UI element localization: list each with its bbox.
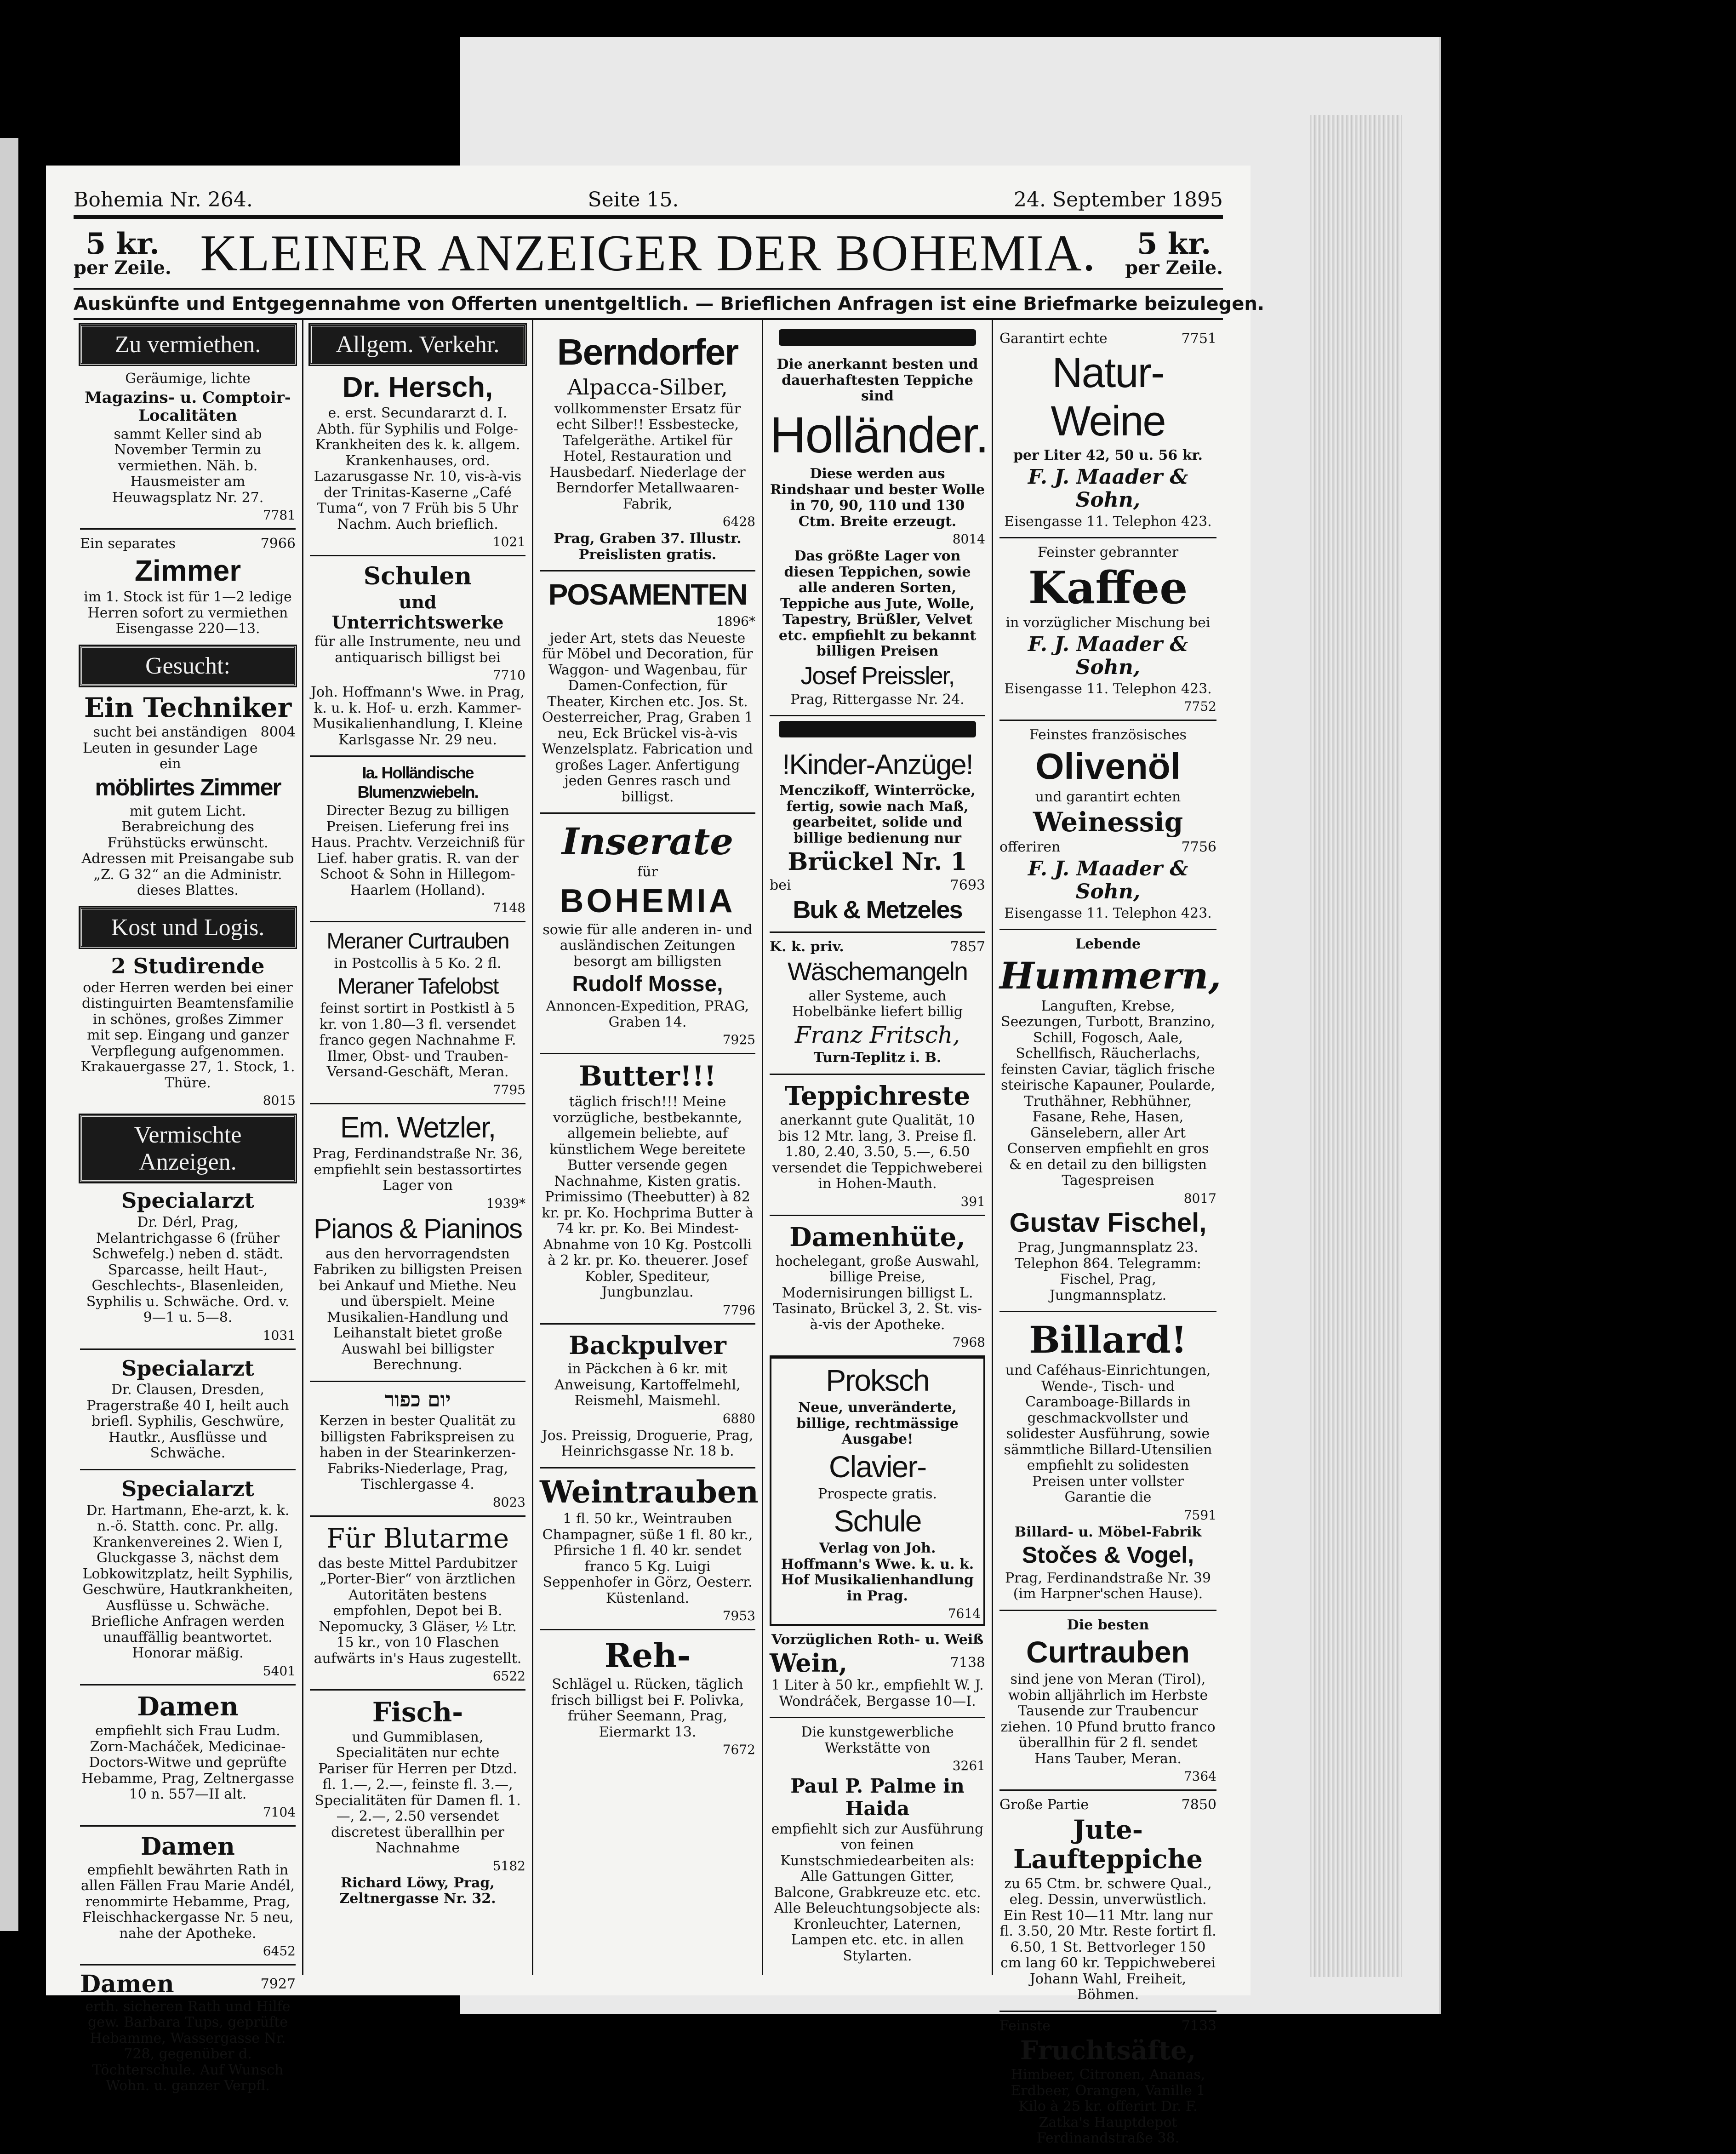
ad-headline: Damen	[137, 1691, 239, 1722]
ad-headline: Inserate	[561, 820, 734, 863]
section-gesucht: Gesucht:	[80, 646, 296, 686]
decorative-rule	[779, 329, 976, 346]
decorative-rule	[779, 721, 976, 737]
ad-text: in vorzüglicher Mischung bei	[1005, 615, 1211, 631]
ad-number: 8017	[1183, 1190, 1216, 1206]
issue-number: Bohemia Nr. 264.	[74, 188, 253, 211]
ad-text: Verlag von Joh. Hoffmann's Wwe. k. u. k. Hof Musikalienhandlung in Prag.	[781, 1540, 974, 1604]
ad-text: für alle Instrumente, neu und antiquarisch billigst bei	[314, 634, 521, 666]
ad-headline: Hummern,	[999, 954, 1222, 997]
ad-headline: Jute-Laufteppiche	[1013, 1814, 1203, 1875]
ad-magazins	[80, 365, 296, 530]
ad-number: 7795	[492, 1082, 525, 1097]
ad-text: feinst sortirt in Postkistl à 5 kr. von 1.80—3 fl. versendet franco gegen Nachnahme F. Ilmer, Obst- und Trauben-Versand-Geschäft, Meran.	[319, 1000, 516, 1080]
newspaper-page	[46, 166, 1265, 2147]
ad-text: Richard Löwy, Prag, Zeltnergasse Nr. 32.	[339, 1874, 496, 1907]
ad-number: 1939*	[486, 1195, 525, 1211]
ad-reh	[540, 1630, 755, 1763]
column-2	[303, 320, 533, 1975]
ad-text: Prospecte gratis.	[817, 1486, 937, 1502]
ad-dr-hersch	[310, 365, 525, 556]
ad-text: empfiehlt sich Frau Ludm. Zorn-Macháček, Medicinae-Doctors-Witwe und geprüfte Hebamme, Prag, Zeltnergasse 10 n. 557—II alt.	[81, 1723, 294, 1803]
ad-number: 1021	[492, 534, 525, 550]
ad-number: 8004	[260, 724, 296, 741]
ad-headline: Meraner Curtrauben	[326, 929, 509, 954]
ad-studirende	[80, 948, 296, 1115]
ad-specialarzt-clausen	[80, 1350, 296, 1470]
ad-text: Feinster gebrannter	[1037, 544, 1179, 561]
page-header	[74, 184, 1223, 219]
price-left	[74, 229, 171, 277]
ad-headline: Clavier-	[828, 1449, 926, 1484]
ad-weintrauben	[540, 1468, 759, 1631]
ad-billard	[999, 1312, 1216, 1611]
ad-headline: Pianos & Pianinos	[314, 1213, 522, 1244]
ad-text: sucht bei anständigen Leuten in gesunder Lage ein	[82, 724, 258, 772]
ad-number: 8015	[263, 1093, 296, 1108]
ad-headline: Franz Fritsch,	[794, 1021, 960, 1048]
ad-headline: Rudolf Mosse,	[572, 972, 723, 997]
ad-text: Lebende	[1075, 936, 1141, 953]
column-3	[533, 320, 763, 1975]
ad-headline: Gustav Fischel,	[1009, 1207, 1207, 1238]
ad-kinder-anzuege	[770, 742, 985, 933]
ad-text: empfiehlt bewährten Rath in allen Fällen Frau Marie Andél, renommirte Hebamme, Prag, Fleischhackergasse Nr. 5 neu, nahe der Apotheke.	[81, 1862, 295, 1942]
ad-blutarme	[310, 1517, 525, 1691]
ad-text: Prag, Ferdinandstraße Nr. 39 (im Harpner'schen Hause).	[1005, 1570, 1211, 1602]
ad-number: 7672	[722, 1742, 755, 1758]
ad-number: 7850	[1181, 1797, 1216, 1813]
ad-headline: Wäschemangeln	[787, 957, 968, 986]
ad-damen-tups	[80, 1965, 296, 2102]
ad-number: 6452	[263, 1943, 296, 1959]
ad-text: Menczikoff, Winterröcke, fertig, sowie nach Maß, gearbeitet, solide und billige bedienung nur	[779, 783, 976, 846]
price-unit: per Zeile.	[74, 257, 171, 279]
ad-text: Eisengasse 11. Telephon 423.	[1004, 680, 1212, 697]
ad-text: Prag, Jungmannsplatz 23. Telephon 864. Telegramm: Fischel, Prag, Jungmannsplatz.	[1015, 1240, 1201, 1303]
ad-headline: Paul P. Palme in Haida	[790, 1775, 965, 1820]
ad-number: 6428	[722, 514, 755, 530]
ad-text: Die anerkannt besten und dauerhaftesten Teppiche sind	[777, 356, 978, 404]
ad-number: 7710	[492, 668, 525, 683]
ad-text: täglich frisch!!! Meine vorzügliche, bestbekannte, allgemein beliebte, auf künstlichem Wege bereitete Butter versende gegen Nachnahme, Kisten gratis. Primissimo (Theebutter) à 82 kr. pr. Ko. Hochprima Butter à 74 kr. pr. Ko. Bei Mindest-Abnahme von 10 Kg. Postcolli à 2 kr. pr. Ko. theuerer. Josef Kobler, Spediteur, Jungbunzlau.	[542, 1094, 754, 1301]
ad-headline: Curtrauben	[1026, 1635, 1190, 1669]
ad-number: 7104	[263, 1804, 296, 1820]
ad-number: 391	[960, 1194, 985, 1209]
ad-headline: Backpulver	[569, 1330, 726, 1360]
ad-damen-andel	[80, 1827, 296, 1965]
ad-headline: Natur-Weine	[1051, 349, 1165, 445]
ad-number: 7614	[948, 1606, 981, 1622]
ad-headline: Für Blutarme	[326, 1522, 509, 1554]
ad-text: Dr. Hartmann, Ehe-arzt, k. k. n.-ö. Statth. conc. Pr. allg. Krankenvereines 2. Wien I, Gluckgasse 3, nächst dem Lobkowitzplatz, heilt Syphilis, Geschwüre, Hautkrankheiten, Ausflüsse u. Schwäche. Briefliche Anfragen werden unauffällig beantwortet. Honorar mäßig.	[82, 1502, 293, 1662]
book-page-edges	[1310, 115, 1402, 1977]
ad-number: 6880	[722, 1411, 755, 1426]
ad-number: 8023	[492, 1494, 525, 1510]
ad-text: e. erst. Secundararzt d. I. Abth. für Syphilis und Folge-Krankheiten des k. k. allgem. Krankenhauses, ord. Lazarusgasse Nr. 10, vis-à-vis der Trinitas-Kaserne „Café Tuma“, von 7 Früh bis 5 Uhr Nachm. Auch brieflich.	[314, 405, 522, 532]
ad-number: 8014	[952, 531, 985, 547]
ad-text: Die kunstgewerbliche Werkstätte von	[801, 1724, 954, 1756]
ad-number: 7752	[1183, 699, 1216, 714]
ad-text: Prag, Graben 37. Illustr. Preislisten gratis.	[554, 531, 742, 563]
ad-damen-zorn	[80, 1685, 296, 1827]
column-5	[993, 320, 1223, 2147]
ad-text: Annoncen-Expedition, PRAG, Graben 14.	[546, 998, 749, 1030]
ad-headline: Specialarzt	[121, 1476, 254, 1501]
ad-number: 6522	[492, 1668, 525, 1684]
ad-text: aus den hervorragendsten Fabriken zu billigsten Preisen bei Ankauf und Miethe. Neu und überspielt. Meine Musikalien-Handlung und Leihanstalt bietet große Auswahl bei billigster Berechnung.	[313, 1246, 522, 1373]
ad-number: 7364	[1183, 1769, 1216, 1784]
ad-proksch-clavierschule	[770, 1357, 985, 1626]
ad-number: 7796	[722, 1302, 755, 1318]
ad-natur-weine	[999, 325, 1216, 538]
ad-text: Neue, unveränderte, billige, rechtmässige Ausgabe!	[796, 1400, 959, 1448]
ad-headline: F. J. Maader & Sohn,	[1028, 465, 1188, 512]
price-value: 5 kr.	[85, 227, 160, 261]
ad-headline: POSAMENTEN	[548, 578, 747, 611]
ad-headline: Reh-	[604, 1636, 691, 1675]
adjacent-page-edge	[0, 138, 18, 1931]
ad-number: 7857	[950, 938, 985, 955]
section-zu-vermiethen: Zu vermiethen.	[80, 325, 296, 365]
ad-text: Jos. Preissig, Droguerie, Prag, Heinrichsgasse Nr. 18 b.	[542, 1427, 754, 1460]
ad-text: 1 fl. 50 kr., Weintrauben Champagner, süße 1 fl. 80 kr., Pfirsiche 1 fl. 40 kr. sendet franco 5 Kg. Luigi Seppenhofer in Görz, Oesterr. Küstenland.	[542, 1511, 753, 1606]
ad-jute-laufteppiche	[999, 1791, 1216, 2011]
ad-text: in Postcollis à 5 Ko. 2 fl.	[334, 955, 502, 972]
ad-damenhuete	[770, 1216, 985, 1357]
ad-text: und Gummiblasen, Specialitäten nur echte Pariser für Herren per Dtzd. fl. 1.—, 2.—, feinste fl. 3.—, Specialitäten für Damen fl. 1.—, 2.—, 2.50 versendet discretest überallhin per Nachnahme	[314, 1729, 521, 1857]
ad-text: anerkannt gute Qualität, 10 bis 12 Mtr. lang, 3. Preise fl. 1.80, 2.40, 3.50, 5.—, 6.50 versendet die Teppichweberei in Hohen-Mauth.	[772, 1112, 983, 1192]
ad-olivenoel	[999, 721, 1216, 930]
ad-text: Garantirt echte	[999, 331, 1108, 347]
ad-subheadline: und Unterrichtswerke	[331, 592, 504, 633]
ad-butter	[540, 1054, 755, 1325]
ad-text: jeder Art, stets das Neueste für Möbel und Decoration, für Waggon- und Wagenbau, für Damen-Confection, für Theater, Kirchen etc. Jos. St. Oesterreicher, Prag, Graben 1 neu, Eck Brückel vis-à-vis Wenzelsplatz. Fabrication und großes Lager. Anfertigung jeden Genres rasch und billigst.	[542, 630, 754, 805]
ad-headline: !Kinder-Anzüge!	[782, 749, 973, 781]
ad-headline: Brückel Nr. 1	[788, 848, 967, 876]
ad-fischblasen	[310, 1691, 525, 1914]
ad-text: Billard- u. Möbel-Fabrik	[1014, 1524, 1202, 1540]
ad-number: 7138	[950, 1654, 985, 1671]
ad-number: 7751	[1181, 331, 1216, 347]
ad-headline: Zimmer	[134, 554, 241, 587]
ad-headline: Weintrauben	[540, 1474, 759, 1510]
ad-number: 7756	[1181, 839, 1216, 856]
ad-number: 7693	[950, 877, 985, 894]
ad-text: Himbeer, Citronen, Ananas, Erdbeer, Orangen, Vanille 1 Kilo à 25 kr. offerirt Dr. F. Zatka's Hauptdepot Ferdinandstraße 38.	[1011, 2067, 1205, 2147]
ad-blumenzwiebeln	[310, 757, 525, 922]
ad-text: Das größte Lager von diesen Teppichen, sowie alle anderen Sorten, Teppiche aus Jute, Wolle, Tapestry, Brüßler, Velvet etc. empfiehlt zu bekannt billigen Preisen	[778, 548, 976, 659]
ad-posamenten	[540, 571, 755, 814]
ad-text: für	[637, 864, 658, 880]
ad-headline: möblirtes Zimmer	[95, 774, 281, 801]
ad-wetzler	[310, 1104, 525, 1382]
ad-text: Kerzen in bester Qualität zu billigsten Fabrikspreisen zu haben in der Stearinkerzen-Fabriks-Niederlage, Prag, Tischlergasse 4.	[319, 1413, 516, 1493]
ad-headline: Specialarzt	[121, 1355, 254, 1381]
ad-text: Eisengasse 11. Telephon 423.	[1004, 513, 1212, 530]
ad-subheadline: Alpacca-Silber,	[567, 375, 728, 400]
ad-headline: F. J. Maader & Sohn,	[1028, 857, 1188, 904]
ad-text: sind jene von Meran (Tirol), wobin alljährlich im Herbste Tausende zur Traubencur ziehen. 10 Pfund brutto franco überallhin für 2 fl. sendet Hans Tauber, Meran.	[1000, 1671, 1216, 1767]
ad-number: 7966	[260, 536, 296, 552]
ad-headline: Josef Preissler,	[800, 662, 954, 690]
ad-number: 7925	[722, 1032, 755, 1048]
issue-date: 24. September 1895	[1014, 188, 1223, 211]
ad-berndorfer	[540, 325, 755, 571]
ad-headline: Schule	[834, 1504, 921, 1538]
ad-headline: 2 Studirende	[111, 953, 265, 978]
ad-headline: BOHEMIA	[560, 882, 736, 920]
ad-palme-haida	[770, 1718, 985, 1971]
ad-number: 1896*	[716, 613, 755, 629]
ad-number: 5401	[263, 1663, 296, 1679]
ad-kaffee	[999, 538, 1216, 721]
ad-headline: Fisch-	[372, 1697, 463, 1728]
ad-line: Geräumige, lichte	[125, 371, 251, 387]
ad-backpulver	[540, 1325, 755, 1468]
ad-text: aller Systeme, auch Hobelbänke liefert billig	[792, 988, 963, 1020]
masthead	[74, 219, 1223, 290]
ad-headline: Butter!!!	[579, 1060, 716, 1093]
price-right	[1125, 229, 1223, 277]
ad-text: und garantirt echten	[1035, 788, 1181, 805]
ad-fruchtsaefte	[999, 2012, 1216, 2154]
ad-headline: Billard!	[1029, 1318, 1187, 1362]
ad-specialarzt-hartmann	[80, 1470, 296, 1685]
ad-columns	[74, 320, 1223, 2147]
ad-headline: Berndorfer	[557, 331, 738, 372]
ad-text: Turn-Teplitz i. B.	[813, 1050, 942, 1066]
ad-text: im 1. Stock ist für 1—2 ledige Herren sofort zu vermiethen Eisengasse 220—13.	[84, 589, 292, 637]
ad-text: offeriren	[999, 839, 1061, 856]
ad-headline: Schulen	[363, 562, 472, 591]
ad-zimmer	[80, 530, 296, 646]
ad-number: 3261	[952, 1758, 985, 1774]
section-vermischte-anzeigen: Vermischte Anzeigen.	[80, 1115, 296, 1182]
ad-meraner	[310, 922, 525, 1104]
ad-text: in Päckchen à 6 kr. mit Anweisung, Kartoffelmehl, Reismehl, Maismehl.	[554, 1361, 741, 1409]
ad-techniker	[80, 686, 296, 908]
ad-text: vollkommenster Ersatz für echt Silber!! Essbestecke, Tafelgeräthe. Artikel für Hotel, Restauration und Hausbedarf. Niederlage der Berndorfer Metallwaaren-Fabrik,	[549, 400, 746, 512]
ad-text: Dr. Dérl, Prag, Melantrichgasse 6 (früher Schwefelg.) neben d. städt. Sparcasse, heilt Haut-, Geschlechts-, Blasenleiden, Syphilis u. Schwäche. Ord. v. 9—1 u. 5—8.	[86, 1214, 290, 1326]
ad-text: das beste Mittel Pardubitzer „Porter-Bier“ von ärztlichen Autoritäten bestens empfohlen, Depot bei B. Nepomucky, 3 Gläser, ½ Ltr. 15 kr., von 10 Flaschen aufwärts in's Haus zugestellt.	[314, 1555, 522, 1667]
ad-text: sowie für alle anderen in- und ausländischen Zeitungen besorgt am billigsten	[542, 921, 753, 970]
ad-headline: Specialarzt	[121, 1188, 254, 1213]
ad-waeschemangeln	[770, 933, 985, 1075]
ad-text: hochelegant, große Auswahl, billige Preise, Modernisirungen billigst L. Tasinato, Brückel 3, 2. St. vis-à-vis der Apotheke.	[773, 1253, 982, 1333]
ad-specialarzt-derl	[80, 1182, 296, 1349]
ad-number: 7148	[492, 900, 525, 916]
ad-hummern	[999, 930, 1222, 1312]
ad-text: erth. sicheren Rath und Hilfe gew. Barbara Tups, geprüfte Hebamme, Wassergasse Nr. 728, gegenüber d. Töchterschule. Auf Wunsch Wohn. u. ganzer Verpfl.	[85, 1998, 291, 2094]
ad-headline: Dr. Hersch,	[342, 371, 493, 403]
ad-headline: Meraner Tafelobst	[337, 974, 498, 999]
ad-headline: Proksch	[826, 1363, 929, 1398]
ad-number: 7133	[1181, 2017, 1216, 2034]
ad-text: Eisengasse 11. Telephon 423.	[1004, 905, 1212, 921]
ad-headline: Ein Techniker	[84, 691, 292, 723]
page-number: Seite 15.	[588, 188, 679, 211]
section-allgem-verkehr: Allgem. Verkehr.	[310, 325, 525, 365]
ad-hollaender	[770, 350, 988, 716]
column-1	[74, 320, 303, 2094]
ad-line: Ein separates	[80, 536, 176, 552]
ad-headline: F. J. Maader & Sohn,	[1028, 632, 1188, 680]
ad-headline: Olivenöl	[1035, 745, 1181, 787]
price-value: 5 kr.	[1136, 227, 1211, 261]
ad-text: und Caféhaus-Einrichtungen, Wende-, Tisch- und Caramboage-Billards in geschmackvollster und solidester Ausführung, sowie sämmtliche Billard-Utensilien empfiehlt zu solidesten Preisen unter vollster Garantie die	[1004, 1362, 1212, 1506]
ad-text: K. k. priv.	[770, 938, 844, 955]
ad-headline: Damen	[80, 1970, 174, 1999]
ad-headline: Damenhüte,	[789, 1222, 965, 1252]
ad-wein	[770, 1626, 985, 1718]
ad-text: Die besten	[1067, 1617, 1149, 1633]
ad-headline: Teppichreste	[784, 1080, 971, 1111]
ad-number: 7968	[952, 1335, 985, 1350]
ad-text: Dr. Clausen, Dresden, Pragerstraße 40 I, heilt auch briefl. Syphilis, Geschwüre, Hautkr., Ausflüsse und Schwäche.	[86, 1382, 289, 1462]
ad-text: sammt Keller sind ab November Termin zu vermiethen. Näh. b. Hausmeister am Heuwagsplatz Nr. 27.	[112, 426, 264, 506]
ad-headline: Weinessig	[1033, 806, 1183, 838]
column-4	[763, 320, 993, 1975]
price-unit: per Zeile.	[1125, 257, 1223, 279]
ad-headline: יום כפור	[384, 1388, 451, 1411]
ad-headline: Kaffee	[1028, 561, 1188, 614]
ad-headline: Em. Wetzler,	[340, 1110, 496, 1144]
ad-text: Languften, Krebse, Seezungen, Turbott, Branzino, Schill, Fogosch, Aale, Schellfisch, Räucherlachs, feinsten Caviar, täglich frische steirische Kapauner, Poularde, Truthähner, Rebhühner, Fasane, Rehe, Hasen, Gänselebern, aller Art Conserven empfiehlt en gros & en detail zu den billigsten Tagespreisen	[1000, 998, 1216, 1189]
ad-number: 7927	[260, 1976, 296, 1993]
masthead-subline: Auskünfte und Entgegennahme von Offerten unentgeltlich. — Brieflichen Anfragen ist eine Briefmarke beizulegen.	[74, 290, 1223, 320]
ad-headline: Wein,	[770, 1648, 848, 1678]
ad-inserate	[540, 814, 755, 1054]
ad-headline: Stočes & Vogel,	[1022, 1542, 1194, 1568]
ad-number: 5182	[492, 1858, 525, 1874]
ad-text: Feinste	[999, 2017, 1051, 2034]
ad-number: 7781	[263, 508, 296, 523]
ad-schulen	[310, 556, 525, 757]
ad-curtrauben	[999, 1611, 1216, 1791]
ad-headline: Damen	[141, 1832, 235, 1861]
ad-text: mit gutem Licht. Berabreichung des Frühstücks erwünscht. Adressen mit Preisangabe sub „Z. G 32“ an die Administr. dieses Blattes.	[81, 803, 294, 899]
masthead-title: KLEINER ANZEIGER DER BOHEMIA.	[200, 224, 1096, 282]
ad-number: 7953	[722, 1608, 755, 1624]
ad-text: Directer Bezug zu billigen Preisen. Lieferung frei ins Haus. Prachtv. Verzeichniß für Lief. haber gratis. R. van der Schoot & Sohn in Hillegom-Haarlem (Holland).	[311, 803, 525, 898]
ad-text: empfiehlt sich zur Ausführung von feinen Kunstschmiedearbeiten als: Alle Gattungen Gitter, Balcone, Grabkreuze etc. etc. Alle Beleuchtungsobjecte als: Kronleuchter, Laternen, Lampen etc. etc. in allen Stylarten.	[771, 1821, 984, 1964]
ad-text: zu 65 Ctm. br. schwere Qual., eleg. Dessin, unverwüstlich. Ein Rest 10—11 Mtr. lang nur fl. 3.50, 20 Mtr. Reste fortirt fl. 6.50, 1 St. Bettvorleger 150 cm lang 60 kr. Teppichweberei Johann Wahl, Freiheit, Böhmen.	[999, 1875, 1216, 2003]
ad-text: Prag, Rittergasse Nr. 24.	[790, 691, 965, 708]
ad-text: Schlägel u. Rücken, täglich frisch billigst bei F. Polivka, früher Seemann, Prag, Eiermarkt 13.	[551, 1676, 744, 1740]
ad-text: bei	[770, 877, 791, 894]
section-kost-und-logis: Kost und Logis.	[80, 908, 296, 948]
ad-text: Prag, Ferdinandstraße Nr. 36, empfiehlt sein bestassortirtes Lager von	[312, 1146, 523, 1194]
ad-number: 1031	[263, 1327, 296, 1343]
ad-headline: Magazins- u. Comptoir-Localitäten	[85, 388, 291, 425]
ad-text: oder Herren werden bei einer distinguirten Beamtensfamilie in schönes, großes Zimmer mit sep. Eingang und ganzer Verpflegung aufgenommen. Krakauergasse 27, 1. Stock, 1. Thüre.	[80, 979, 295, 1091]
ad-text: Diese werden aus Rindshaar und bester Wolle in 70, 90, 110 und 130 Ctm. Breite erzeugt.	[770, 466, 985, 530]
ad-text: Feinstes französisches	[1029, 727, 1187, 743]
ad-headline: Buk & Metzeles	[793, 896, 962, 924]
ad-headline: Ia. Holländische Blumenzwiebeln.	[357, 763, 478, 801]
ad-text: Vorzüglichen Roth- u. Weiß	[771, 1632, 984, 1648]
ad-number: 7591	[1183, 1507, 1216, 1523]
ad-text: Große Partie	[999, 1797, 1089, 1813]
ad-text: 1 Liter à 50 kr., empfiehlt W. J. Wondráček, Bergasse 10—I.	[771, 1677, 984, 1709]
ad-headline: Fruchtsäfte,	[1020, 2035, 1196, 2066]
ad-text: Joh. Hoffmann's Wwe. in Prag, k. u. k. Hof- u. erzh. Kammer-Musikalienhandlung, I. Kleine Karlsgasse Nr. 29 neu.	[310, 684, 525, 748]
ad-teppichreste	[770, 1075, 985, 1216]
ad-kerzen	[310, 1382, 525, 1517]
ad-text: per Liter 42, 50 u. 56 kr.	[1013, 447, 1203, 464]
ad-headline: Holländer.	[770, 406, 988, 463]
